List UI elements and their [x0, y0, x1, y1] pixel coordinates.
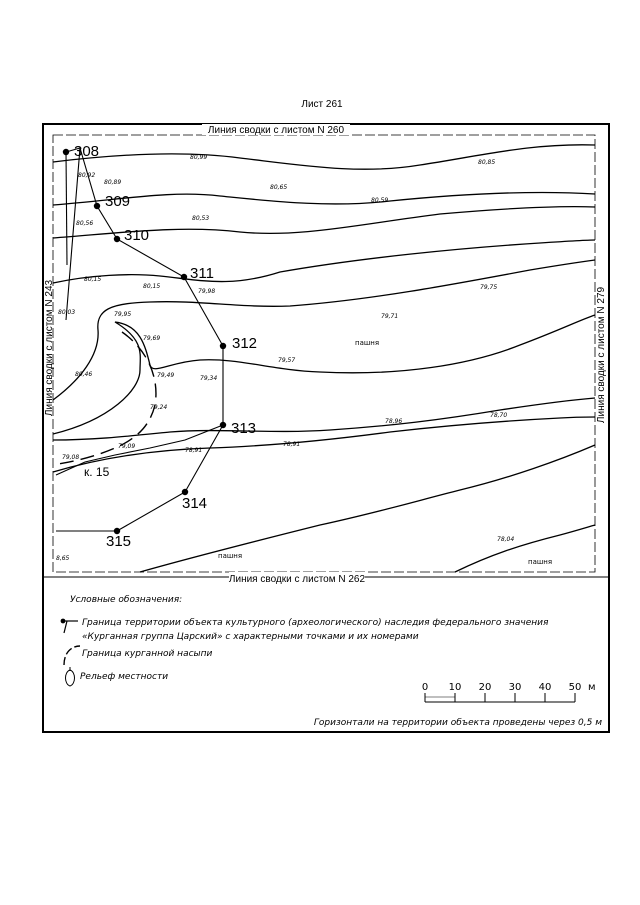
legend-mound-symbol	[64, 646, 80, 665]
legend-point-icon	[61, 619, 66, 624]
scale-tick-label: 20	[478, 682, 492, 693]
point-marker-309	[94, 203, 100, 209]
point-label: 314	[182, 495, 208, 512]
elevation-mark: 79,71	[381, 313, 399, 320]
legend-relief-symbol	[66, 670, 75, 686]
elevation-mark: 80,15	[143, 283, 161, 290]
boundary-line	[66, 152, 67, 265]
sheet-title: Лист 261	[301, 99, 343, 110]
point-marker-312	[220, 343, 226, 349]
site-boundary	[56, 148, 223, 531]
point-label: 312	[232, 335, 258, 352]
point-label: 309	[105, 193, 131, 210]
point-marker-311	[181, 274, 187, 280]
elevation-mark: 79,75	[480, 284, 498, 291]
elevation-mark: 80,92	[78, 172, 96, 179]
scale-tick-label: 40	[538, 682, 552, 693]
elevation-mark: 79,24	[150, 404, 168, 411]
elevation-mark: 80,89	[104, 179, 122, 186]
elevation-mark: 80,59	[371, 197, 389, 204]
elevation-mark: 80,15	[84, 276, 102, 283]
contour-line	[53, 315, 595, 434]
elevation-mark: 80,65	[270, 184, 288, 191]
point-label: 308	[74, 143, 100, 160]
scale-tick-label: 50	[568, 682, 582, 693]
elevation-mark: 80,46	[75, 371, 93, 378]
elevation-mark: 79,49	[157, 372, 175, 379]
field-label: пашня	[218, 552, 243, 560]
contour-line	[53, 145, 595, 169]
elevation-mark: 80,85	[478, 159, 496, 166]
elevation-mark: 80,53	[192, 215, 210, 222]
contour-line	[140, 445, 595, 572]
elevation-mark: 78,91	[185, 447, 203, 454]
edge-label-left: Линия сводки с листом N 243	[44, 279, 55, 417]
elevation-marks	[56, 154, 514, 562]
elevation-mark: 79,34	[200, 375, 218, 382]
scale-tick-label: 0	[421, 682, 429, 693]
elevation-mark: 79,57	[278, 357, 296, 364]
contour-line	[455, 525, 595, 572]
elevation-mark: 8,65	[56, 555, 70, 562]
field-labels	[218, 339, 552, 566]
legend-title: Условные обозначения:	[70, 595, 183, 605]
field-label: пашня	[528, 558, 553, 566]
elevation-mark: 79,08	[62, 454, 80, 461]
kurgan-label: к. 15	[84, 465, 110, 479]
point-marker-310	[114, 236, 120, 242]
contour-line	[53, 192, 595, 205]
elevation-mark: 79,09	[118, 443, 136, 450]
edge-label-bottom: Линия сводки с листом N 262	[228, 574, 366, 585]
elevation-mark: 78,91	[283, 441, 301, 448]
point-marker-308	[63, 149, 69, 155]
elevation-mark: 80,03	[58, 309, 76, 316]
elevation-mark: 80,56	[76, 220, 94, 227]
elevation-mark: 80,99	[190, 154, 208, 161]
legend-boundary-text-2: «Курганная группа Царский» с характерными точками и их номерами	[82, 632, 419, 642]
mound-boundary	[53, 332, 156, 465]
edge-label-right: Линия сводки с листом N 279	[596, 286, 607, 424]
legend-relief-text: Рельеф местности	[80, 672, 169, 682]
point-label: 313	[231, 420, 257, 437]
field-label: пашня	[355, 339, 380, 347]
point-labels	[74, 143, 257, 550]
elevation-mark: 78,04	[497, 536, 515, 543]
scale-tick-label: 10	[448, 682, 462, 693]
contour-line	[53, 240, 595, 283]
contour-line	[53, 398, 595, 440]
contour-interval-note: Горизонтали на территории объекта проведены через 0,5 м	[313, 718, 602, 728]
elevation-mark: 78,96	[385, 418, 403, 425]
boundary-line	[56, 148, 223, 531]
legend-mound-text: Граница курганной насыпи	[82, 649, 213, 659]
elevation-mark: 79,95	[114, 311, 132, 318]
map-frame	[53, 135, 595, 572]
elevation-mark: 79,69	[143, 335, 161, 342]
elevation-mark: 78,70	[490, 412, 508, 419]
scale-bar	[422, 682, 596, 702]
scale-unit: м	[588, 682, 596, 693]
point-marker-313	[220, 422, 226, 428]
edge-label-top: Линия сводки с листом N 260	[207, 125, 345, 136]
point-label: 311	[190, 265, 214, 282]
scale-tick-label: 30	[508, 682, 522, 693]
legend-boundary-text-1: Граница территории объекта культурного (археологического) наследия федерального значения	[82, 618, 549, 628]
contour-lines	[53, 145, 595, 572]
point-label: 315	[106, 533, 132, 550]
elevation-mark: 79,98	[198, 288, 216, 295]
legend	[61, 595, 549, 686]
point-label: 310	[124, 227, 150, 244]
